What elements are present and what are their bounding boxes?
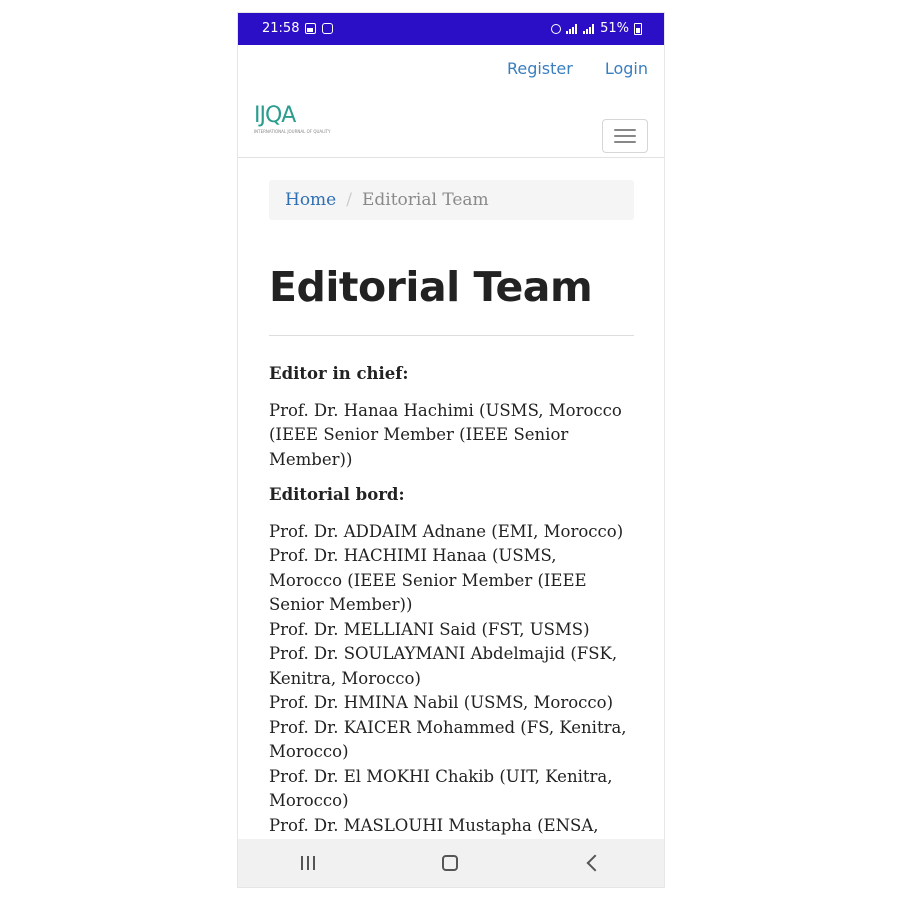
board-member-line: Morocco) (269, 742, 349, 761)
board-member-line: Prof. Dr. SOULAYMANI Abdelmajid (FSK, (269, 644, 618, 663)
menu-bar-icon (614, 135, 636, 137)
board-member-line: Prof. Dr. KAICER Mohammed (FS, Kenitra, (269, 717, 627, 737)
board-member-line: Kenitra, Morocco) (269, 668, 421, 688)
status-bar-left (262, 21, 333, 36)
battery-percentage: 51% (600, 21, 629, 36)
board-member-line: Prof. Dr. HMINA Nabil (USMS, Morocco) (269, 693, 614, 712)
site-header (238, 45, 664, 158)
phone-screen (238, 13, 664, 887)
editor-in-chief-line: Prof. Dr. Hanaa Hachimi (USMS, Morocco (269, 400, 622, 420)
board-member-line: Prof. Dr. ADDAIM Adnane (EMI, Morocco) (269, 521, 624, 541)
board-member-line: Senior Member)) (269, 595, 413, 614)
title-divider (269, 335, 634, 336)
login-link[interactable]: Login (604, 59, 648, 78)
breadcrumb-home-link[interactable]: Home (285, 190, 337, 210)
editor-in-chief-line: Member)) (269, 449, 353, 469)
breadcrumb (269, 180, 634, 220)
menu-bar-icon (614, 129, 636, 131)
system-navigation-bar (238, 839, 664, 887)
message-icon (322, 23, 333, 34)
battery-icon (634, 23, 642, 35)
editor-in-chief-line: (IEEE Senior Member (IEEE Senior (269, 425, 569, 444)
back-icon[interactable] (586, 855, 603, 872)
editorial-content (269, 362, 639, 838)
menu-bar-icon (614, 141, 636, 143)
gallery-icon (305, 23, 316, 34)
board-member-line: Prof. Dr. HACHIMI Hanaa (USMS, (269, 546, 557, 565)
logo-text: IJQA (254, 103, 296, 128)
board-member-line: Prof. Dr. El MOKHI Chakib (UIT, Kenitra, (269, 766, 613, 786)
signal-icon (566, 24, 578, 34)
board-member-line: Morocco (IEEE Senior Member (IEEE (269, 570, 587, 590)
breadcrumb-separator: / (346, 190, 352, 210)
board-member-line: Morocco) (269, 791, 349, 810)
breadcrumb-current: Editorial Team (361, 190, 489, 210)
hamburger-menu-button[interactable] (602, 119, 648, 153)
register-link[interactable]: Register (506, 59, 573, 78)
logo-subtitle: INTERNATIONAL JOURNAL OF QUALITY (254, 129, 331, 134)
recent-apps-icon[interactable] (301, 856, 315, 870)
board-member-line: Prof. Dr. MASLOUHI Mustapha (ENSA, (269, 815, 599, 835)
editor-in-chief-label: Editor in chief: (269, 364, 409, 383)
status-bar (238, 13, 664, 45)
status-time: 21:58 (262, 21, 300, 36)
board-member-line: Prof. Dr. MELLIANI Said (FST, USMS) (269, 619, 590, 639)
editorial-board-label: Editorial bord: (269, 485, 405, 504)
page-title: Editorial Team (269, 263, 593, 311)
status-bar-right (551, 21, 642, 36)
alarm-icon (551, 24, 561, 34)
home-icon[interactable] (442, 855, 458, 871)
signal-icon-2 (583, 24, 595, 34)
site-logo[interactable] (254, 103, 331, 149)
account-links (507, 59, 648, 78)
